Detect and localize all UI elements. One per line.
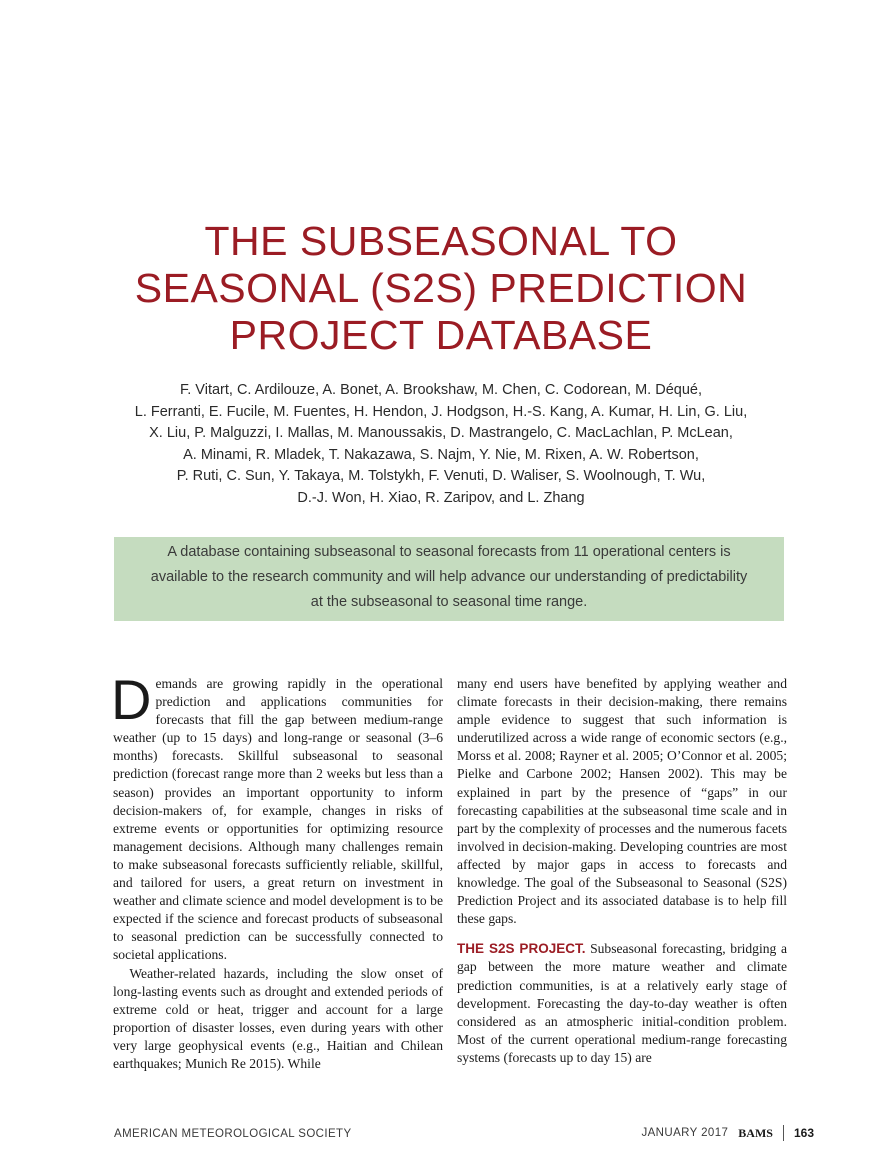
abstract-line: at the subseasonal to seasonal time range. [310,594,588,610]
title-line: THE SUBSEASONAL TO [204,218,678,264]
paragraph [111,668,443,965]
author-line: D.-J. Won, H. Xiao, R. Zaripov, and L. Zhang [297,489,585,506]
page-number: 163 [793,1126,814,1140]
author-line: L. Ferranti, E. Fucile, M. Fuentes, H. Hendon, J. Hodgson, H.-S. Kang, A. Kumar, H. Lin, G. Liu, [134,403,748,420]
footer-society: AMERICAN METEOROLOGICAL SOCIETY [114,1128,352,1140]
section-heading: THE S2S PROJECT. [457,941,586,957]
paragraph [457,940,787,1067]
abstract-line: A database containing subseasonal to seasonal forecasts from 11 operational centers is [167,544,731,560]
abstract-box [114,537,784,621]
paragraph: Weather-related hazards, including the slow onset of long-lasting events such as drought and extended periods of extreme cold or heat, trigger and account for a large proportion of disaster losses, even during years with other very large geophysical events (e.g., Haitian and Chilean earthquakes; Munich Re 2015). While [113,965,443,1071]
author-list [100,380,782,510]
author-line: X. Liu, P. Malguzzi, I. Mallas, M. Manoussakis, D. Mastrangelo, C. MacLachlan, P. McLean, [149,425,733,442]
abstract-line: available to the research community and will help advance our understanding of predictability [150,569,748,585]
body-column-left [111,668,443,1073]
footer-divider [783,1125,784,1141]
author-line: P. Ruti, C. Sun, Y. Takaya, M. Tolstykh, F. Venuti, D. Waliser, S. Woolnough, T. Wu, [176,468,706,485]
paragraph: many end users have benefited by applying weather and climate forecasts in their decision-making, there remains ample evidence to suggest that such information is underutilized across a wide range of economic sectors (e.g., Morss et al. 2008; Rayner et al. 2005; O’Connor et al. 2005; Pielke and Carbone 2002; Hansen 2002). This may be explained in part by the presence of “gaps” in our forecasting capabilities at the subseasonal time scale and in part by the complexity of processes and the numerous facets involved in decision-making. Developing countries are most affected by major gaps in access to forecasts and knowledge. The goal of the Subseasonal to Seasonal (S2S) Prediction Project and its associated database is to help fill these gaps. [457,676,787,927]
paragraph-text: Subseasonal forecasting, bridging a gap between the more mature weather and climate prediction communities, is at a relatively early stage of development. Forecasting the day-to-day weather is often considered as an atmospheric initial-condition problem. Most of the current operational medium-range forecasting systems (forecasts up to day 15) are [457,941,787,1065]
author-line: A. Minami, R. Mladek, T. Nakazawa, S. Najm, Y. Nie, M. Rixen, A. W. Robertson, [183,446,699,463]
footer-right [641,1125,814,1141]
article-title [0,218,882,359]
drop-cap: D [111,668,152,731]
journal-logo: BAMS [738,1125,773,1140]
author-line: F. Vitart, C. Ardilouze, A. Bonet, A. Brookshaw, M. Chen, C. Codorean, M. Déqué, [180,382,702,398]
title-line: SEASONAL (S2S) PREDICTION [134,265,748,311]
footer-date: JANUARY 2017 [641,1127,729,1139]
title-line: PROJECT DATABASE [229,312,653,358]
body-column-right [457,675,787,1067]
paragraph-text: emands are growing rapidly in the operational prediction and applications communities for forecasts that fill the gap between medium-range weather (up to 15 days) and long-range or seasonal (3–6 months) forecasts. Skillful subseasonal to seasonal prediction (forecast range more than 2 weeks but less than a season) provides an important opportunity to inform decision-makers of, for example, changes in risks of extreme events or opportunities for optimizing resource management decisions. Although many challenges remain to make subseasonal forecasts sufficiently reliable, skillful, and tailored for users, a great return on investment in weather and climate science and model development is to be expected if the science and forecast products of subseasonal to seasonal prediction can be successfully connected to societal applications. [113,676,443,963]
